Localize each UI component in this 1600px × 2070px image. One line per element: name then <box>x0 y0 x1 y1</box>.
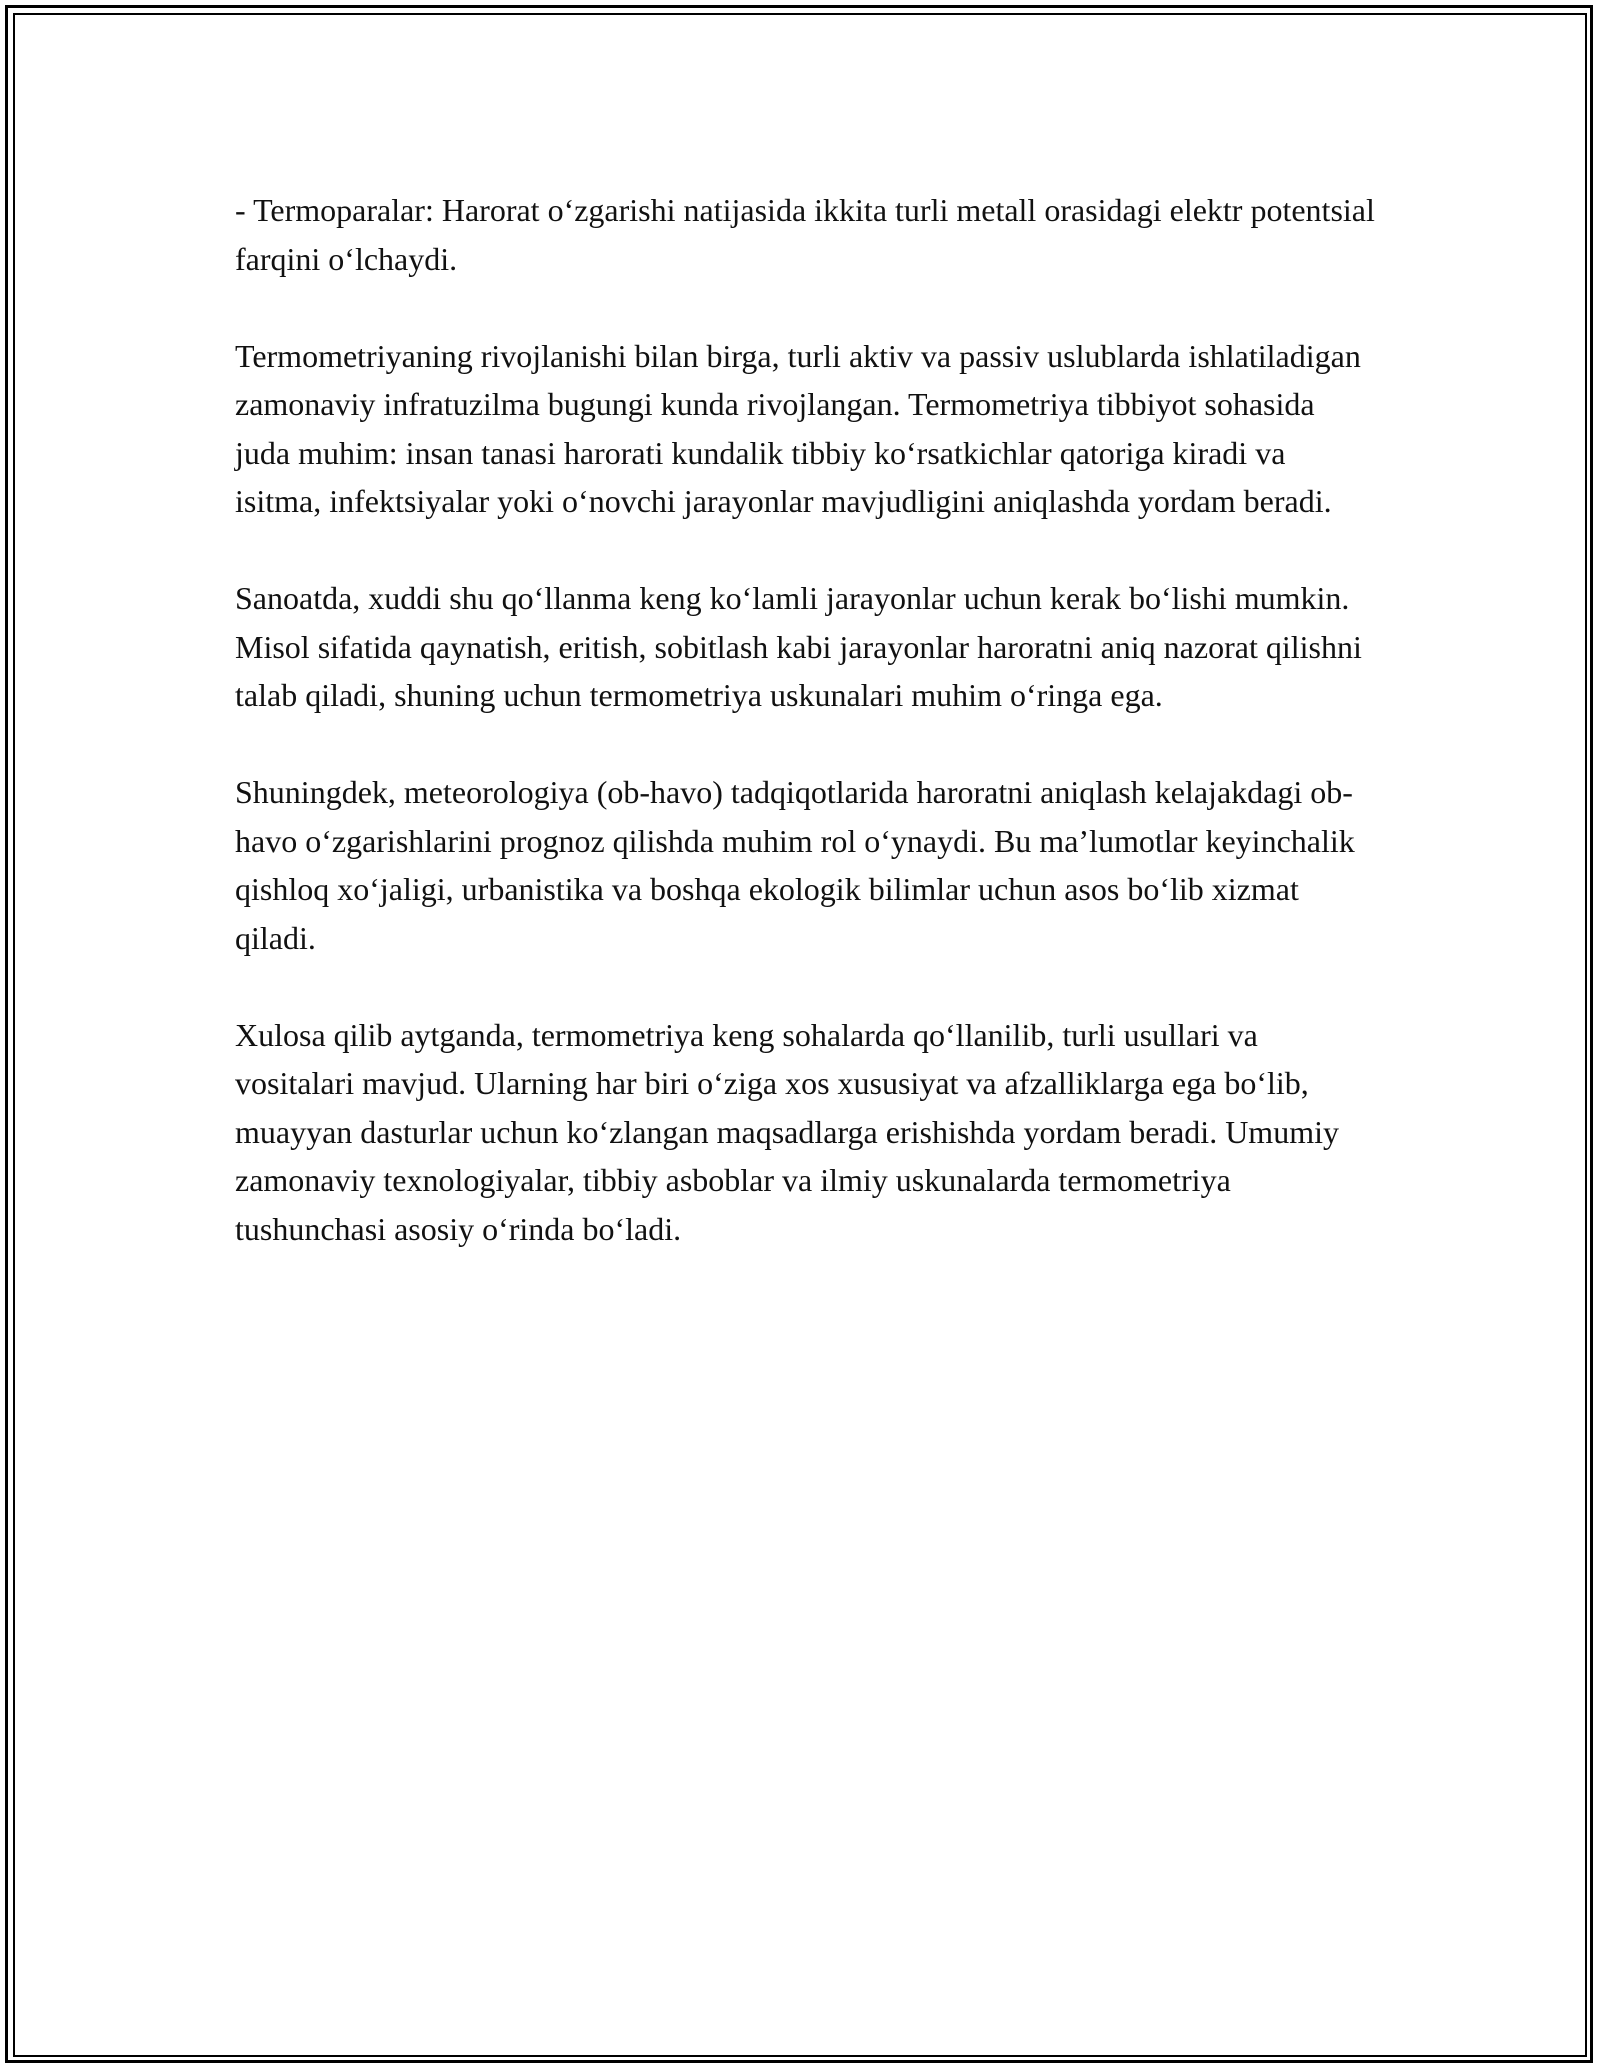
paragraph-thermocouples: - Termoparalar: Harorat o‘zgarishi natijasida ikkita turli metall orasidagi elektr potentsial farqini o‘lchaydi. <box>235 192 1375 277</box>
paragraph-meteorology: Shuningdek, meteorologiya (ob-havo) tadqiqotlarida haroratni aniqlash kelajakdagi ob-havo o‘zgarishlarini prognoz qilishda muhim rol o‘ynaydi. Bu ma’lumotlar keyinchalik qishloq xo‘jaligi, urbanistika va boshqa ekologik bilimlar uchun asos bo‘lib xizmat qiladi. <box>235 774 1355 956</box>
paragraph-medicine: Termometriyaning rivojlanishi bilan birga, turli aktiv va passiv uslublarda ishlatiladigan zamonaviy infratuzilma bugungi kunda rivojlangan. Termometriya tibbiyot sohasida juda muhim: insan tanasi harorati kundalik tibbiy ko‘rsatkichlar qatoriga kiradi va isitma, infektsiyalar yoki o‘novchi jarayonlar mavjudligini aniqlashda yordam beradi. <box>235 337 1361 519</box>
document-body <box>235 186 1375 1302</box>
paragraph-conclusion: Xulosa qilib aytganda, termometriya keng sohalarda qo‘llanilib, turli usullari va vositalari mavjud. Ularning har biri o‘ziga xos xususiyat va afzalliklarga ega bo‘lib, muayyan dasturlar uchun ko‘zlangan maqsadlarga erishishda yordam beradi. Umumiy zamonaviy texnologiyalar, tibbiy asboblar va ilmiy uskunalarda termometriya tushunchasi asosiy o‘rinda bo‘ladi. <box>235 1016 1339 1247</box>
paragraph-industry: Sanoatda, xuddi shu qo‘llanma keng ko‘lamli jarayonlar uchun kerak bo‘lishi mumkin. Misol sifatida qaynatish, eritish, sobitlash kabi jarayonlar haroratni aniq nazorat qilishni talab qiladi, shuning uchun termometriya uskunalari muhim o‘ringa ega. <box>235 580 1362 713</box>
